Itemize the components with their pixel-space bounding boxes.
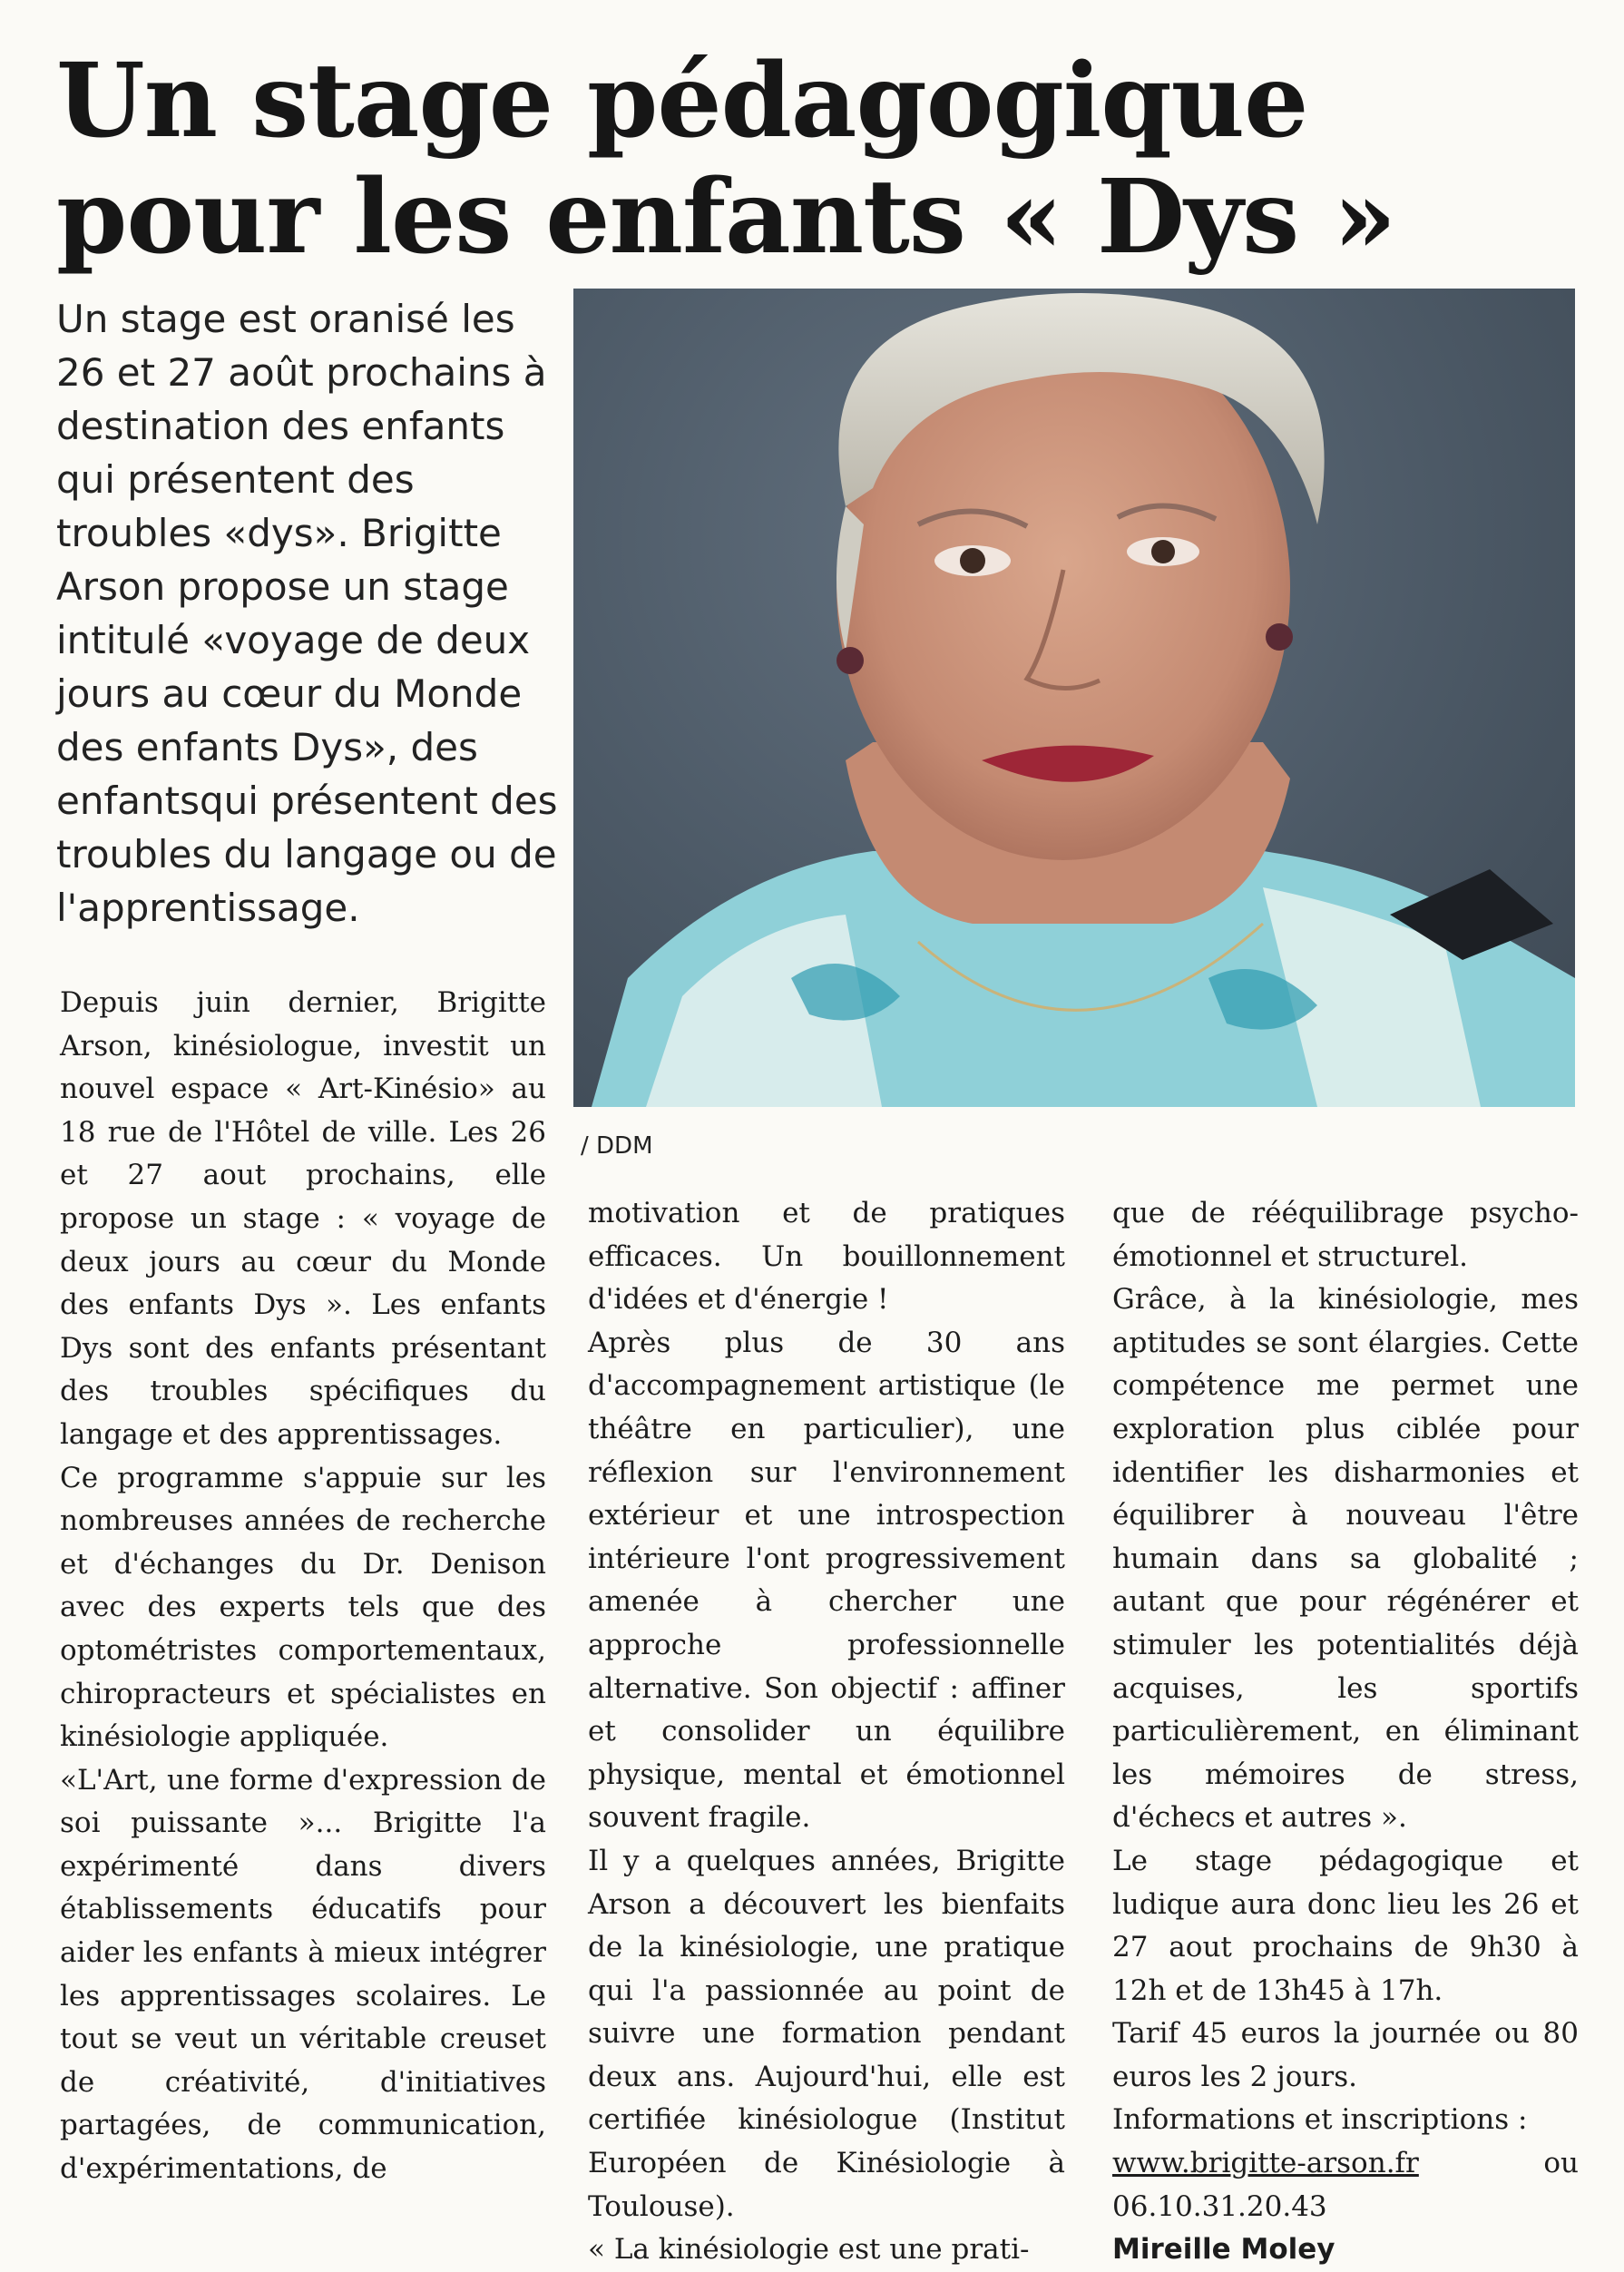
portrait-illustration	[573, 289, 1575, 1107]
column-3	[1112, 1192, 1579, 2272]
or-text: ou	[1543, 2147, 1579, 2180]
column1-paragraph-2: Ce programme s'appuie sur les nombreuses années de recherche et d'échanges du Dr. Denison avec des experts tels que des optométristes comportementaux, chiropracteurs et spécialistes en kinésiologie appliquée.	[60, 1461, 546, 1754]
lede-text: Un stage est oranisé les 26 et 27 août prochains à destination des enfants qui présentent des troubles «dys». Brigitte Arson propose un stage intitulé «voyage de deux jours au cœur du Monde des enfants Dys», des enfantsqui présentent des troubles du langage ou de l'apprentissage.	[56, 297, 558, 930]
column3-paragraph-3: Le stage pédagogique et ludique aura donc lieu les 26 et 27 aout prochains de 9h30 à 12h et de 13h45 à 17h.	[1112, 1844, 1579, 2007]
info-label: Informations et inscriptions :	[1112, 2103, 1528, 2137]
column2-paragraph-4: « La kinésiologie est une prati-	[588, 2233, 1030, 2267]
phone-number: 06.10.31.20.43	[1112, 2189, 1327, 2223]
lede-paragraph	[56, 292, 564, 935]
portrait-photo	[573, 289, 1575, 1107]
photo-credit: / DDM	[581, 1132, 653, 1160]
headline: Un stage pédagogique pour les enfants « Dys »	[56, 42, 1396, 277]
byline: Mireille Moley	[1112, 2233, 1335, 2267]
column3-paragraph-4: Tarif 45 euros la journée ou 80 euros les 2 jours.	[1112, 2017, 1579, 2093]
column2-paragraph-2: Après plus de 30 ans d'accompagnement artistique (le théâtre en particulier), une réflexion sur l'environnement extérieur et une introspection intérieure l'ont progressivement amenée à chercher une approche professionnelle alternative. Son objectif : affiner et consolider un équilibre physique, mental et émotionnel souvent fragile.	[588, 1326, 1065, 1835]
column2-paragraph-1: motivation et de pratiques efficaces. Un bouillonnement d'idées et d'énergie !	[588, 1197, 1065, 1317]
website-link[interactable]: www.brigitte-arson.fr	[1112, 2147, 1419, 2180]
column1-paragraph-1: Depuis juin dernier, Brigitte Arson, kinésiologue, investit un nouvel espace « Art-Kinésio» au 18 rue de l'Hôtel de ville. Les 26 et 27 aout prochains, elle propose un stage : « voyage de deux jours au cœur du Monde des enfants Dys ». Les enfants Dys sont des enfants présentant des troubles spécifiques du langage et des apprentissages.	[60, 986, 546, 1451]
column-1	[60, 982, 546, 2191]
column2-paragraph-3: Il y a quelques années, Brigitte Arson a découvert les bienfaits de la kinésiologie, une pratique qui l'a passionnée au point de suivre une formation pendant deux ans. Aujourd'hui, elle est certifiée kinésiologue (Institut Européen de Kinésiologie à Toulouse).	[588, 1844, 1065, 2223]
column1-paragraph-3: «L'Art, une forme d'expression de soi puissante »... Brigitte l'a expérimenté dans divers établissements éducatifs pour aider les enfants à mieux intégrer les apprentissages scolaires. Le tout se veut un véritable creuset de créativité, d'initiatives partagées, de communication, d'expérimentations, de	[60, 1763, 546, 2186]
contact-line	[1112, 2142, 1579, 2228]
column3-paragraph-1: que de rééquilibrage psycho-émotionnel et structurel.	[1112, 1197, 1579, 1273]
column3-paragraph-2: Grâce, à la kinésiologie, mes aptitudes se sont élargies. Cette compétence me permet une exploration plus ciblée pour identifier les disharmonies et équilibrer à nouveau l'être humain dans sa globalité ; autant que pour régénérer et stimuler les potentialités déjà acquises, les sportifs particulièrement, en éliminant les mémoires de stress, d'échecs et autres ».	[1112, 1283, 1579, 1835]
column-2	[588, 1192, 1065, 2272]
